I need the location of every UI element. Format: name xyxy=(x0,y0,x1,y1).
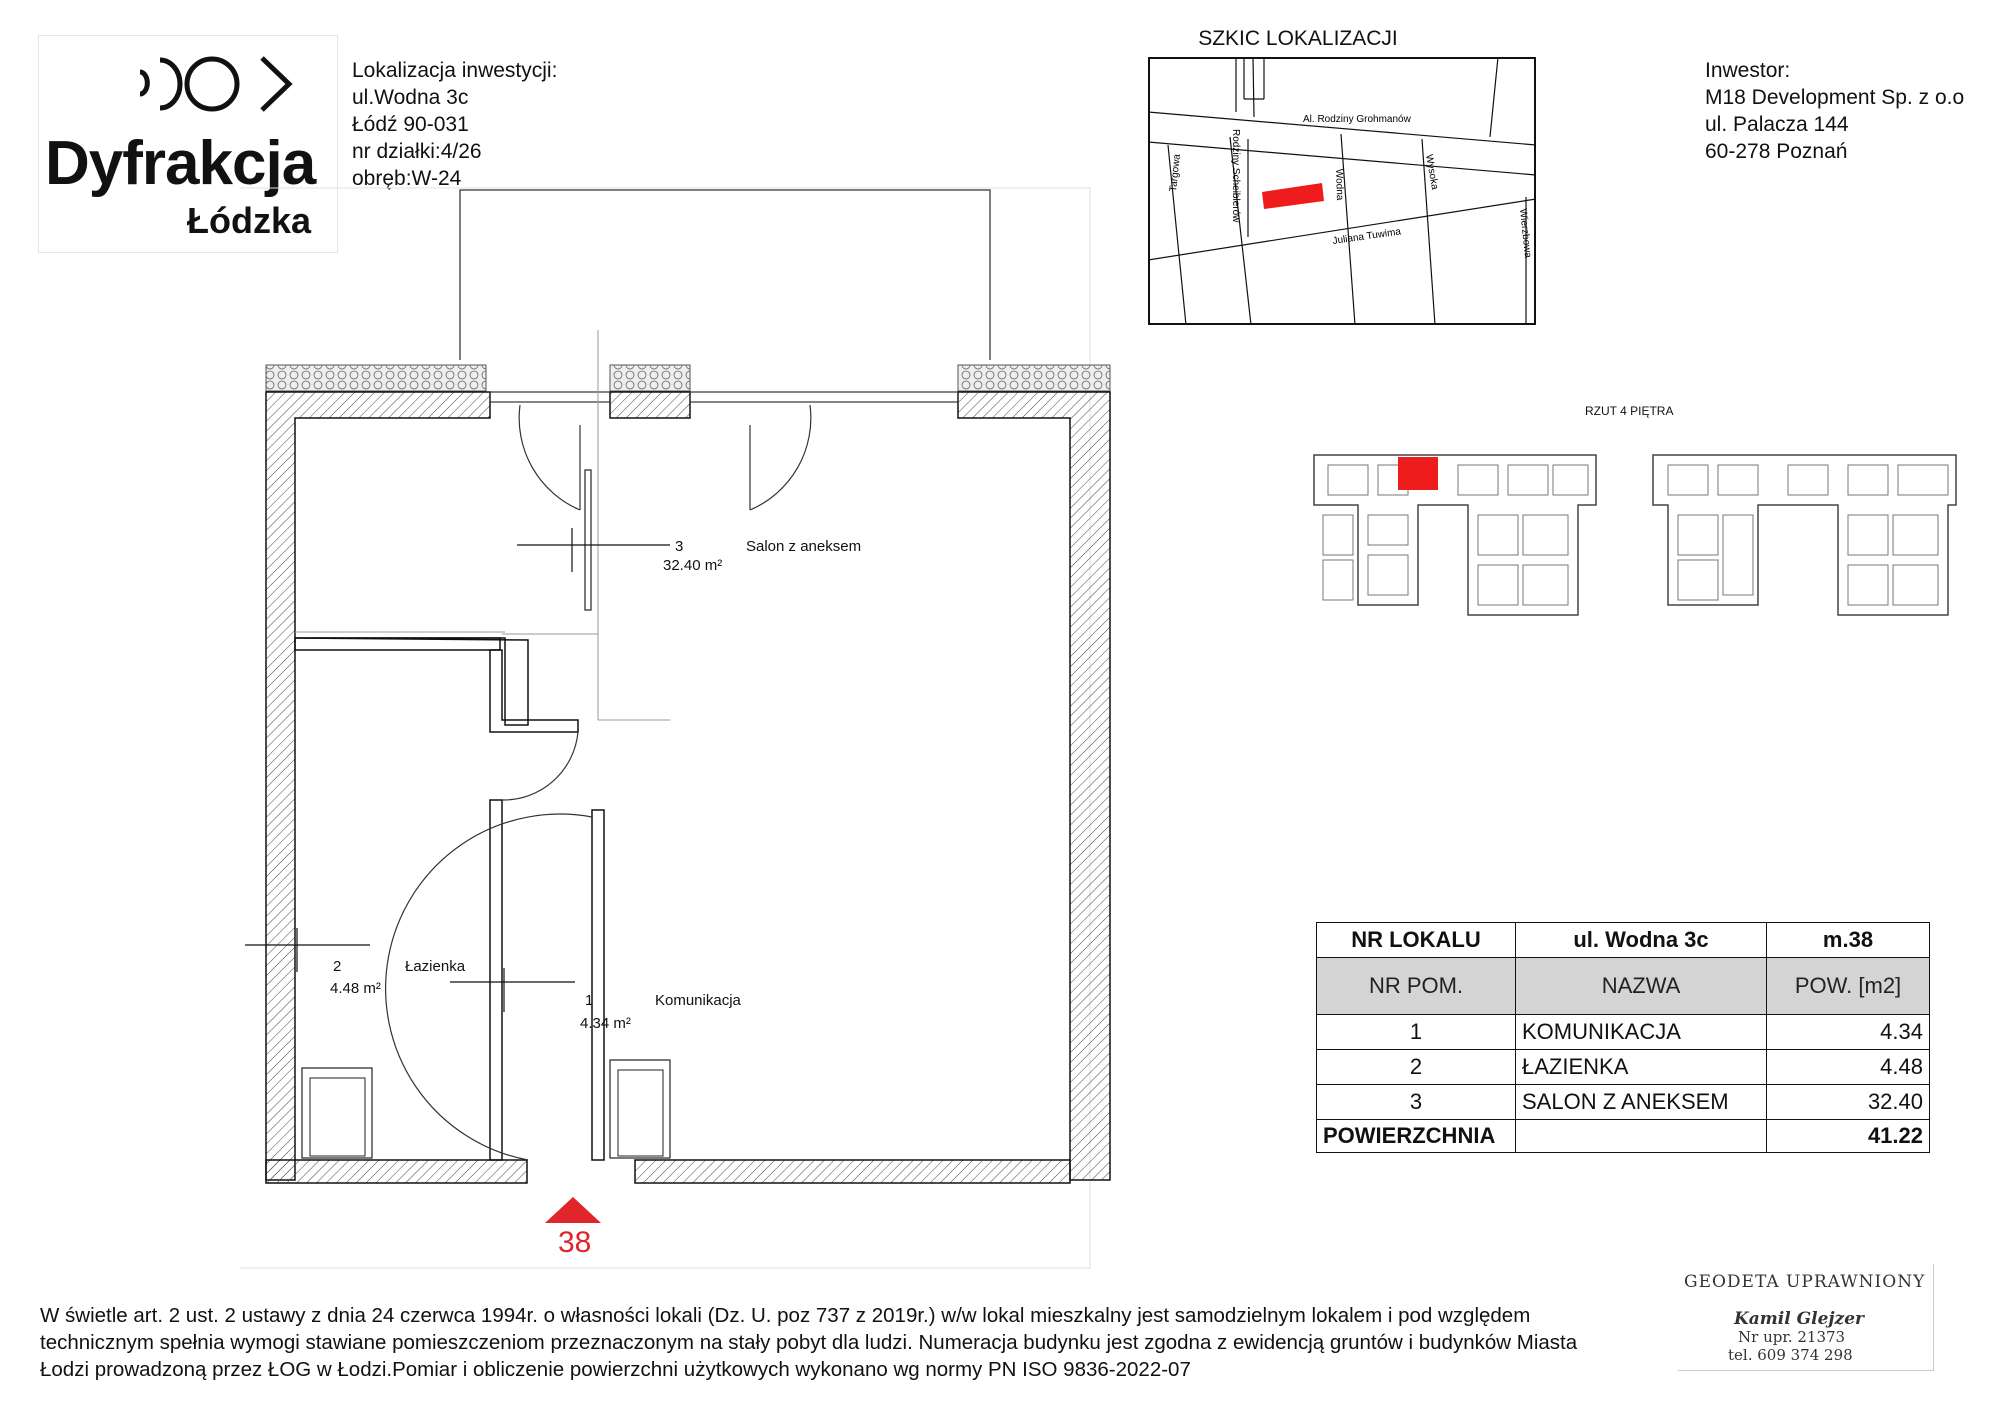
table-row xyxy=(1317,1050,1930,1085)
floor-title: RZUT 4 PIĘTRA xyxy=(1585,404,1674,418)
footer-line-3: Łodzi prowadzoną przez ŁOG w Łodzi.Pomiar i obliczenie powierzchni użytkowych wykonano wg normy PN ISO 9836-2022-07 xyxy=(40,1358,1191,1381)
floor-overview-plan xyxy=(1308,445,1958,620)
stamp-phone: tel. 609 374 298 xyxy=(1728,1346,1853,1364)
location-title: Lokalizacja inwestycji: xyxy=(352,59,558,82)
logo-circles-chevron-icon xyxy=(134,50,334,124)
room-1-name: Komunikacja xyxy=(655,992,741,1009)
logo-subtitle: Łódzka xyxy=(187,200,312,241)
stamp-title: GEODETA UPRAWNIONY xyxy=(1684,1272,1926,1292)
location-city: Łódź 90-031 xyxy=(352,113,469,136)
table-header-unit: NR LOKALU xyxy=(1317,923,1516,958)
location-sketch-map xyxy=(1148,57,1536,325)
room-1-number: 1 xyxy=(585,992,594,1009)
street-wodna: Wodna xyxy=(1333,168,1346,201)
location-info xyxy=(352,57,557,192)
row-name: SALON Z ANEKSEM xyxy=(1516,1085,1767,1120)
floor-unit-marker xyxy=(1398,457,1438,490)
legal-footer xyxy=(40,1302,1660,1383)
investor-info xyxy=(1705,57,1964,165)
street-wysoka: Wysoka xyxy=(1423,153,1441,191)
row-area: 4.34 xyxy=(1767,1015,1930,1050)
table-row xyxy=(1317,1015,1930,1050)
stamp-name: Kamil Glejzer xyxy=(1734,1309,1864,1329)
table-header-address: ul. Wodna 3c xyxy=(1516,923,1767,958)
entrance-marker-label: 38 xyxy=(558,1226,592,1259)
footer-line-2: technicznym spełnia wymogi stawiane pomieszczeniom przeznaczonym na stały pobyt dla ludzi. Numeracja budynku jest zgodna z ewidencją gruntów i budynków Miasta xyxy=(40,1331,1578,1354)
footer-line-1: W świetle art. 2 ust. 2 ustawy z dnia 24 czerwca 1994r. o własności lokali (Dz. U. poz 737 z 2019r.) w/w lokal mieszkalny jest samodzielnym lokalem i pod względem xyxy=(40,1304,1531,1327)
street-targowa: Targowa xyxy=(1168,153,1183,193)
sketch-title: SZKIC LOKALIZACJI xyxy=(1198,27,1398,50)
street-wierzbowa: Wierzbowa xyxy=(1517,208,1534,259)
location-plot: nr działki:4/26 xyxy=(352,140,482,163)
logo-brand: Dyfrakcja xyxy=(45,129,316,198)
room-2-area: 4.48 m² xyxy=(330,980,381,997)
location-street: ul.Wodna 3c xyxy=(352,86,469,109)
table-row xyxy=(1317,1085,1930,1120)
investor-street: ul. Palacza 144 xyxy=(1705,113,1849,136)
room-3-area: 32.40 m² xyxy=(663,557,723,574)
area-table xyxy=(1316,922,1930,1153)
col-name: NAZWA xyxy=(1516,958,1767,1015)
street-scheibler: Rodziny Scheiblerów xyxy=(1230,129,1241,223)
col-room-no: NR POM. xyxy=(1317,958,1516,1015)
row-no: 3 xyxy=(1317,1085,1516,1120)
total-value: 41.22 xyxy=(1767,1120,1930,1153)
row-area: 32.40 xyxy=(1767,1085,1930,1120)
table-header-apartment: m.38 xyxy=(1767,923,1930,958)
entrance-marker-icon xyxy=(543,1195,603,1225)
row-name: KOMUNIKACJA xyxy=(1516,1015,1767,1050)
row-area: 4.48 xyxy=(1767,1050,1930,1085)
total-empty xyxy=(1516,1120,1767,1153)
room-3-name: Salon z aneksem xyxy=(746,538,862,555)
investor-city: 60-278 Poznań xyxy=(1705,140,1848,163)
table-total-row xyxy=(1317,1120,1930,1153)
col-area: POW. [m2] xyxy=(1767,958,1930,1015)
room-1-area: 4.34 m² xyxy=(580,1015,631,1032)
row-no: 2 xyxy=(1317,1050,1516,1085)
room-2-name: Łazienka xyxy=(405,958,466,975)
table-columns-row xyxy=(1317,958,1930,1015)
row-name: ŁAZIENKA xyxy=(1516,1050,1767,1085)
street-grohman: Al. Rodziny Grohmanów xyxy=(1303,114,1411,125)
total-label: POWIERZCHNIA xyxy=(1317,1120,1516,1153)
investor-company: M18 Development Sp. z o.o xyxy=(1705,86,1965,109)
investor-title: Inwestor: xyxy=(1705,59,1791,82)
room-3-number: 3 xyxy=(675,538,684,555)
row-no: 1 xyxy=(1317,1015,1516,1050)
table-header-row xyxy=(1317,923,1930,958)
apartment-floor-plan xyxy=(240,180,1120,1280)
street-tuwim: Juliana Tuwima xyxy=(1331,226,1402,247)
location-precinct: obręb:W-24 xyxy=(352,167,462,190)
surveyor-stamp xyxy=(1678,1264,1934,1371)
stamp-license: Nr upr. 21373 xyxy=(1738,1328,1846,1346)
room-2-number: 2 xyxy=(333,958,342,975)
